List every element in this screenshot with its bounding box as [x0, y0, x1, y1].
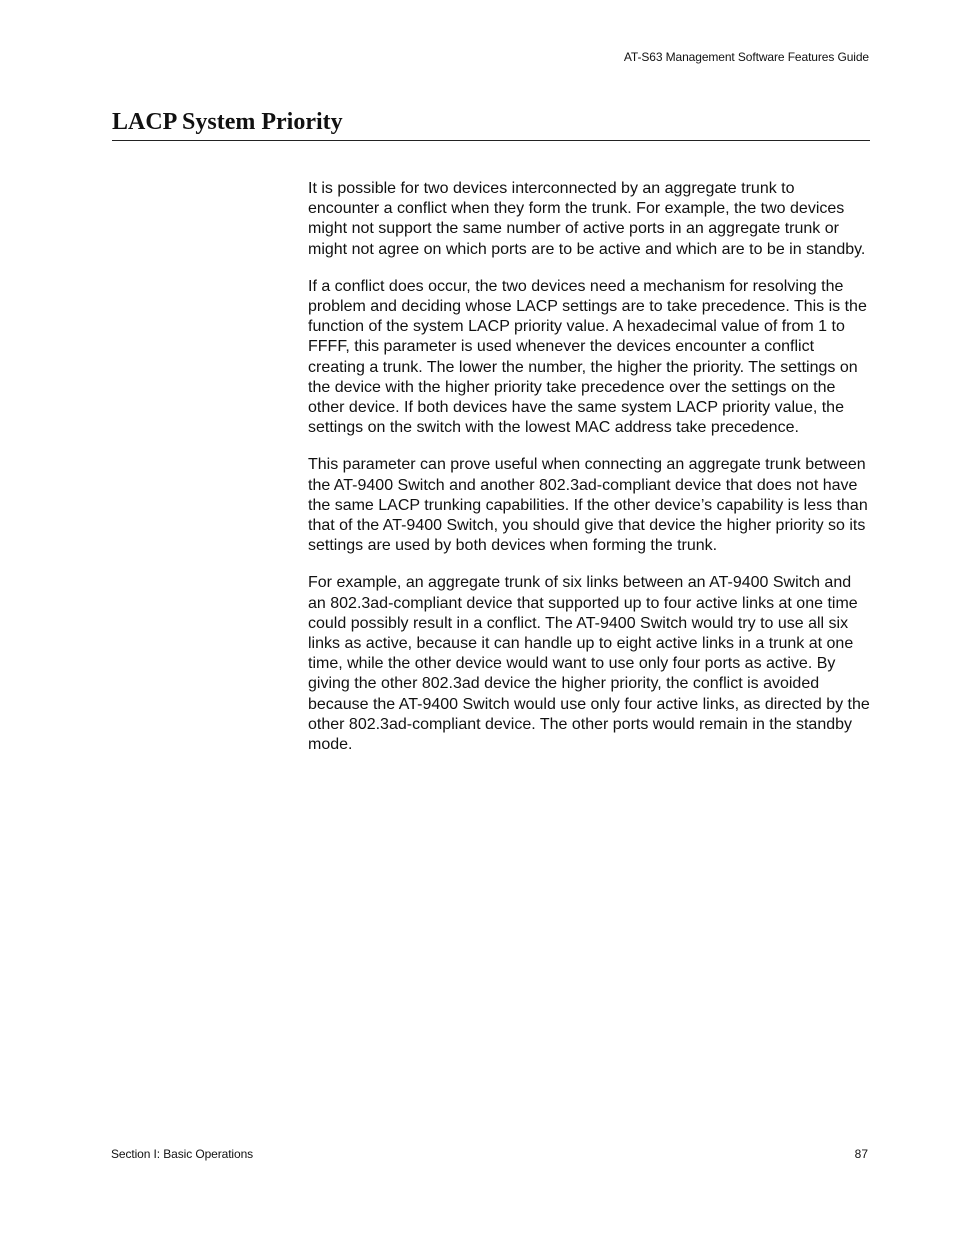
paragraph: For example, an aggregate trunk of six links between an AT-9400 Switch and an 802.3ad-compliant device that supported up to four active links at one time could possibly result in a conflict. The AT-9400 Switch would try to use all six links as active, because it can handle up to eight active links in a trunk at one time, while the other device would want to use only four ports as active. By giving the other 802.3ad device the higher priority, the conflict is avoided because the AT-9400 Switch would use only four active links, as directed by the other 802.3ad-compliant device. The other ports would remain in the standby mode.: [308, 574, 870, 754]
paragraph: If a conflict does occur, the two devices need a mechanism for resolving the problem and deciding whose LACP settings are to take precedence. This is the function of the system LACP priority value. A hexadecimal value of from 1 to FFFF, this parameter is used whenever the devices encounter a conflict creating a trunk. The lower the number, the higher the priority. The settings on the device with the higher priority take precedence over the settings on the other device. If both devices have the same system LACP priority value, the settings on the switch with the lowest MAC address take precedence.: [308, 277, 867, 437]
page-number: 87: [854, 1147, 868, 1161]
paragraph: It is possible for two devices interconnected by an aggregate trunk to encounter a conflict when they form the trunk. For example, the two devices might not support the same number of active ports in an aggregate trunk or might not agree on which ports are to be active and which are to be in standby.: [308, 180, 866, 258]
paragraph: This parameter can prove useful when connecting an aggregate trunk between the AT-9400 Switch and another 802.3ad-compliant device that does not have the same LACP trunking capabilities. If the other device’s capability is less than that of the AT-9400 Switch, you should give that device the higher priority so its settings are used by both devices when forming the trunk.: [308, 456, 868, 555]
footer-section-label: Section I: Basic Operations: [111, 1147, 254, 1161]
title-rule: [112, 140, 870, 141]
body-text: [308, 179, 870, 772]
section-title: LACP System Priority: [112, 109, 343, 135]
running-header: AT-S63 Management Software Features Guide: [623, 50, 869, 64]
